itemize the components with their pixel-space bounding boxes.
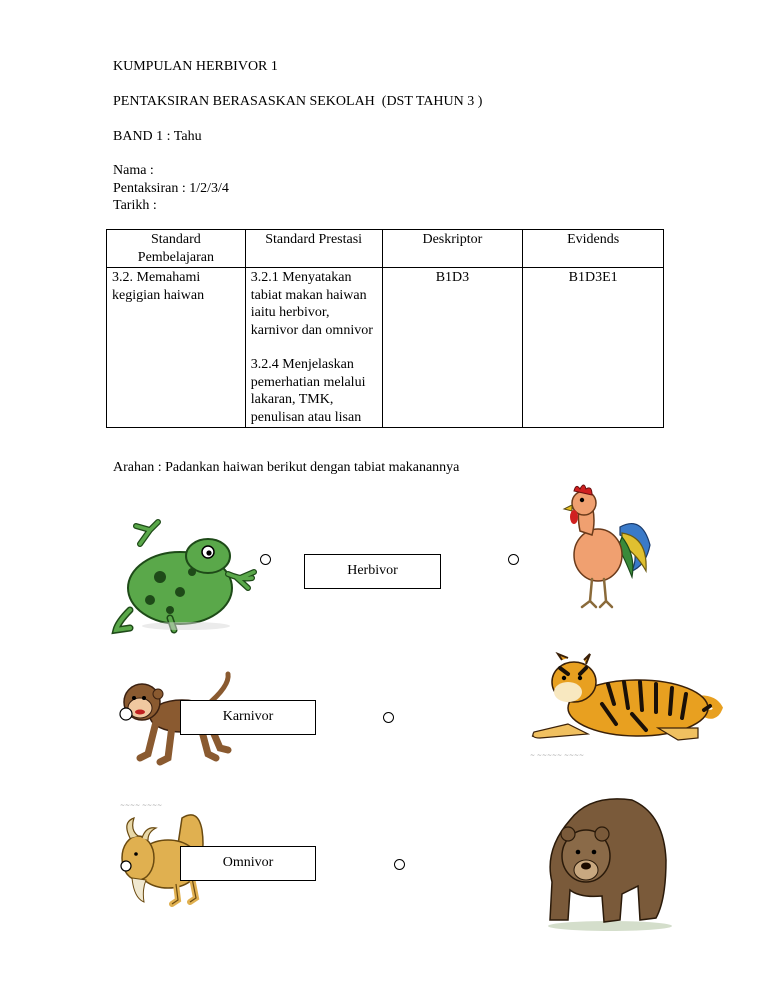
herbivor-label-box[interactable]: Herbivor (304, 554, 441, 589)
prestasi-item-2: 3.2.4 Menjelaskan pemerhatian melalui lakaran, TMK, penulisan atau lisan (250, 357, 366, 425)
header-standard-prestasi: Standard Prestasi (245, 230, 382, 268)
pentaksiran-label: Pentaksiran : 1/2/3/4 (113, 181, 229, 196)
match-dot-frog[interactable] (260, 554, 271, 565)
bear-image[interactable] (540, 790, 672, 932)
goat-watermark: ~~~~ ~~~~ (120, 802, 163, 809)
tiger-image[interactable] (528, 654, 722, 750)
standards-table (106, 229, 664, 428)
instruction-text: Arahan : Padankan haiwan berikut dengan tabiat makanannya (113, 460, 460, 475)
header-evidends: Evidends (523, 230, 664, 268)
date-label: Tarikh : (113, 198, 157, 213)
cell-prestasi (245, 268, 382, 428)
cell-deskriptor: B1D3 (382, 268, 523, 428)
rooster-image[interactable] (562, 485, 652, 613)
band-label: BAND 1 : Tahu (113, 129, 202, 144)
prestasi-item-1: 3.2.1 Menyatakan tabiat makan haiwan iaitu herbivor, karnivor dan omnivor (250, 270, 373, 338)
match-dot-rooster[interactable] (508, 554, 519, 565)
karnivor-label-box[interactable]: Karnivor (180, 700, 316, 735)
goat-head (122, 836, 154, 880)
rooster-body (574, 529, 622, 581)
header-standard-pembelajaran: Standard Pembelajaran (107, 230, 246, 268)
omnivor-label-box[interactable]: Omnivor (180, 846, 316, 881)
match-dot-monkey[interactable] (383, 712, 394, 723)
header-deskriptor: Deskriptor (382, 230, 523, 268)
table-header-row (107, 230, 664, 268)
tiger-watermark: ~ ~~~~~ ~~~~ (530, 752, 585, 759)
frog-image[interactable] (110, 522, 260, 634)
assessment-title: PENTAKSIRAN BERASASKAN SEKOLAH (DST TAHUN 3 ) (113, 94, 483, 109)
name-label: Nama : (113, 163, 154, 178)
worksheet-title: KUMPULAN HERBIVOR 1 (113, 59, 278, 74)
cell-pembelajaran: 3.2. Memahami kegigian haiwan (107, 268, 246, 428)
cell-evidends: B1D3E1 (523, 268, 664, 428)
match-dot-goat[interactable] (394, 859, 405, 870)
table-row (107, 268, 664, 428)
